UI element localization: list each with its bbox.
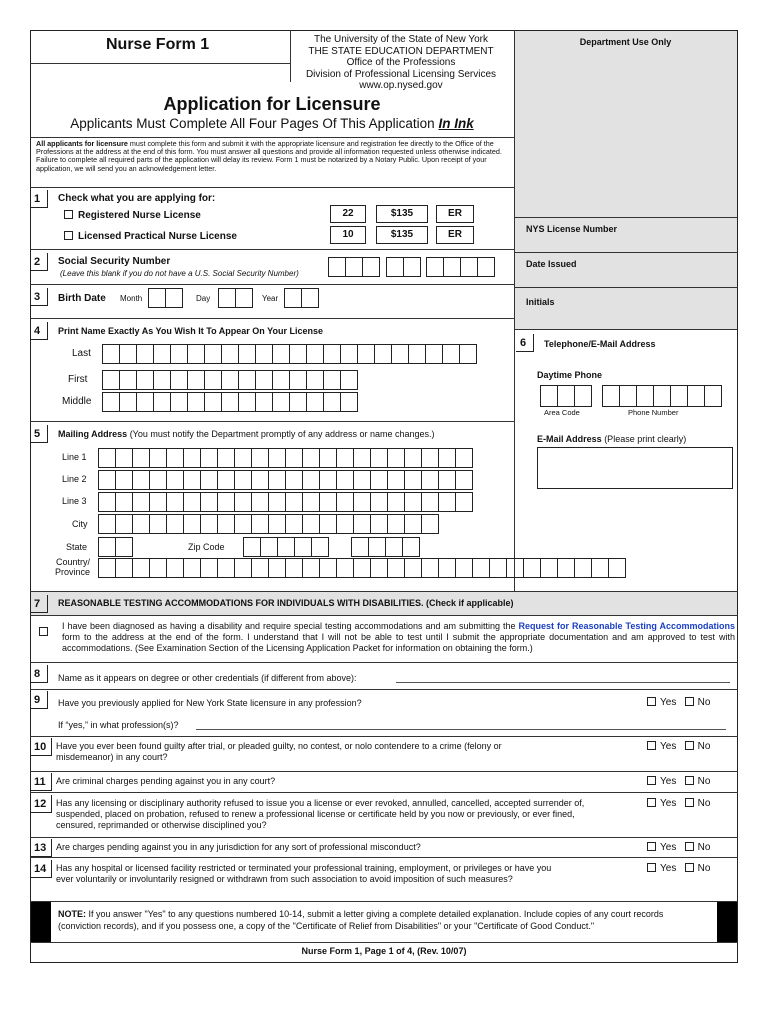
telephone-email-label: Telephone/E-Mail Address: [544, 339, 656, 349]
daytime-phone-label: Daytime Phone: [537, 370, 603, 380]
q12-number: 12: [30, 795, 52, 813]
phone-number-label: Phone Number: [628, 408, 679, 417]
form-title: Nurse Form 1: [106, 36, 210, 53]
q12-text: Has any licensing or disciplinary authority refused to issue you a license or ever revoked, annulled, cancelled, accepted surrender of, suspended, placed on probation, refused to renew a professional license or certificate held by you now or previously, or ever fined, censured, reprimanded or otherwise disciplined you?: [56, 798, 585, 830]
rn-option[interactable]: Registered Nurse License: [64, 210, 201, 221]
zip-code-boxes[interactable]: [243, 537, 328, 557]
q9-answer-line[interactable]: [196, 729, 726, 730]
email-label: E-Mail Address (Please print clearly): [537, 434, 687, 444]
accommodations-form-link[interactable]: Request for Reasonable Testing Accommodations: [518, 621, 735, 631]
section7-label: REASONABLE TESTING ACCOMMODATIONS FOR INDIVIDUALS WITH DISABILITIES. (Check if applicable): [58, 598, 514, 608]
section-number-2: 2: [30, 253, 48, 271]
ssn-area-boxes[interactable]: [328, 257, 379, 277]
q9-yes-no[interactable]: Yes No: [647, 697, 710, 708]
city-label: City: [72, 519, 88, 529]
q14-text: Has any hospital or licensed facility restricted or terminated your professional training, employment, or privileges or have you ever voluntarily or involuntarily resigned or withdrawn from such association to avoid imposition of such measures?: [56, 863, 552, 884]
ssn-note: (Leave this blank if you do not have a U.S. Social Security Number): [60, 269, 299, 278]
department-use-title: Department Use Only: [579, 37, 672, 47]
mailing-address-label: Mailing Address (You must notify the Department promptly of any address or name changes.): [58, 429, 435, 439]
accommodations-checkbox[interactable]: [39, 622, 53, 640]
zip-code-label: Zip Code: [188, 542, 225, 552]
day-label: Day: [196, 294, 211, 303]
address-line1-boxes[interactable]: [98, 448, 472, 468]
section-number-5: 5: [30, 425, 48, 443]
last-name-label: Last: [72, 348, 91, 359]
ssn-serial-boxes[interactable]: [426, 257, 494, 277]
section-number-4: 4: [30, 322, 48, 340]
initials-label: Initials: [526, 297, 555, 307]
q8-answer-line[interactable]: [396, 682, 730, 683]
note-text: NOTE: If you answer "Yes" to any questions numbered 10-14, submit a letter giving a complete detailed explanation. Include copies of any court records (conviction records), and if you possess one, a copy of the "Certificate of Relief from Disabilities" or your "Certificate of Good Conduct.": [58, 909, 664, 931]
birth-year-boxes[interactable]: [284, 288, 318, 308]
middle-name-label: Middle: [62, 396, 92, 407]
q11-yes-no[interactable]: Yes No: [647, 776, 710, 787]
area-code-label: Area Code: [544, 408, 580, 417]
section-number-1: 1: [30, 190, 48, 208]
accommodations-text: I have been diagnosed as having a disability and require special testing accommodations and am submitting the Request for Reasonable Testing Accommodations form to the address at the end of the form. I understand that I will not be able to test until I submit the appropriate documentation and am approved to test with accommodations. (See Examination Section of the Licensing Application Packet for information on obtaining the form.): [62, 621, 735, 654]
note-bar-right: [717, 902, 737, 942]
q13-yes-no[interactable]: Yes No: [647, 842, 710, 853]
birth-date-label: Birth Date: [58, 293, 106, 304]
country-province-label: Country/ Province: [54, 557, 90, 577]
middle-name-boxes[interactable]: [102, 392, 357, 412]
month-label: Month: [120, 294, 143, 303]
lpn-fee: $135: [376, 226, 428, 244]
area-code-boxes[interactable]: [540, 385, 591, 407]
line1-label: Line 1: [62, 452, 87, 462]
section-number-6: 6: [516, 334, 534, 352]
q10-number: 10: [30, 738, 52, 756]
department-use-panel: [514, 31, 737, 329]
q9-text: Have you previously applied for New York State licensure in any profession?: [58, 698, 362, 708]
lpn-code: 10: [330, 226, 366, 244]
phone-number-boxes[interactable]: [602, 385, 721, 407]
ssn-group-boxes[interactable]: [386, 257, 420, 277]
country-province-boxes[interactable]: [98, 558, 625, 578]
page-footer: Nurse Form 1, Page 1 of 4, (Rev. 10/07): [301, 946, 467, 956]
q8-text: Name as it appears on degree or other credentials (if different from above):: [58, 673, 357, 683]
birth-day-boxes[interactable]: [218, 288, 252, 308]
rn-code: 22: [330, 205, 366, 223]
rn-fee: $135: [376, 205, 428, 223]
rn-er: ER: [436, 205, 474, 223]
lpn-option[interactable]: Licensed Practical Nurse License: [64, 231, 237, 242]
state-boxes[interactable]: [98, 537, 132, 557]
license-number-label: NYS License Number: [526, 224, 618, 234]
q10-text: Have you ever been found guilty after trial, or pleaded guilty, no contest, or nolo contendere to a crime (felony or misdemeanor) in any court?: [56, 741, 502, 762]
line2-label: Line 2: [62, 474, 87, 484]
first-name-boxes[interactable]: [102, 370, 357, 390]
last-name-boxes[interactable]: [102, 344, 476, 364]
date-issued-label: Date Issued: [526, 259, 577, 269]
state-label: State: [66, 542, 88, 552]
zip-extension-boxes[interactable]: [351, 537, 419, 557]
lpn-er: ER: [436, 226, 474, 244]
q8-number: 8: [30, 665, 48, 683]
birth-month-boxes[interactable]: [148, 288, 182, 308]
email-input[interactable]: [537, 447, 733, 489]
note-bar-left: [31, 902, 51, 942]
q14-number: 14: [30, 860, 52, 878]
first-name-label: First: [68, 374, 88, 385]
q11-text: Are criminal charges pending against you in any court?: [56, 776, 276, 786]
q10-yes-no[interactable]: Yes No: [647, 741, 710, 752]
rn-checkbox[interactable]: [64, 210, 73, 219]
ssn-label: Social Security Number: [58, 256, 171, 267]
address-line3-boxes[interactable]: [98, 492, 472, 512]
address-line2-boxes[interactable]: [98, 470, 472, 490]
lpn-checkbox[interactable]: [64, 231, 73, 240]
section-number-7: 7: [30, 595, 48, 613]
city-boxes[interactable]: [98, 514, 438, 534]
print-name-label: Print Name Exactly As You Wish It To Appear On Your License: [58, 326, 323, 336]
q12-yes-no[interactable]: Yes No: [647, 798, 710, 809]
q9-subtext: If “yes,” in what profession(s)?: [58, 720, 179, 730]
q14-yes-no[interactable]: Yes No: [647, 863, 710, 874]
year-label: Year: [262, 294, 279, 303]
application-subtitle: Applicants Must Complete All Four Pages Of This Application In Ink: [70, 116, 474, 131]
department-info: The University of the State of New York THE STATE EDUCATION DEPARTMENT Office of the Professions Division of Professional Licensing Services www.op.nysed.gov: [305, 34, 497, 91]
application-title: Application for Licensure: [163, 94, 381, 114]
q9-number: 9: [30, 691, 48, 709]
q11-number: 11: [30, 773, 52, 791]
section1-label: Check what you are applying for:: [58, 193, 216, 204]
q13-number: 13: [30, 839, 52, 857]
q13-text: Are charges pending against you in any jurisdiction for any sort of professional misconduct?: [56, 842, 421, 852]
section-number-3: 3: [30, 288, 48, 306]
intro-paragraph: All applicants for licensure must complete this form and submit it with the appropriate licensure and registration fee directly to the Office of the Professions at the address at the end of this form. You must answer all questions and provide all information requested unless otherwise indicated. Failure to complete all required parts of the application will delay its review. Form 1 must be notarized by a Notary Public. Upon receipt of your application, we will send you an acknowledgement letter.: [36, 139, 502, 173]
line3-label: Line 3: [62, 496, 87, 506]
